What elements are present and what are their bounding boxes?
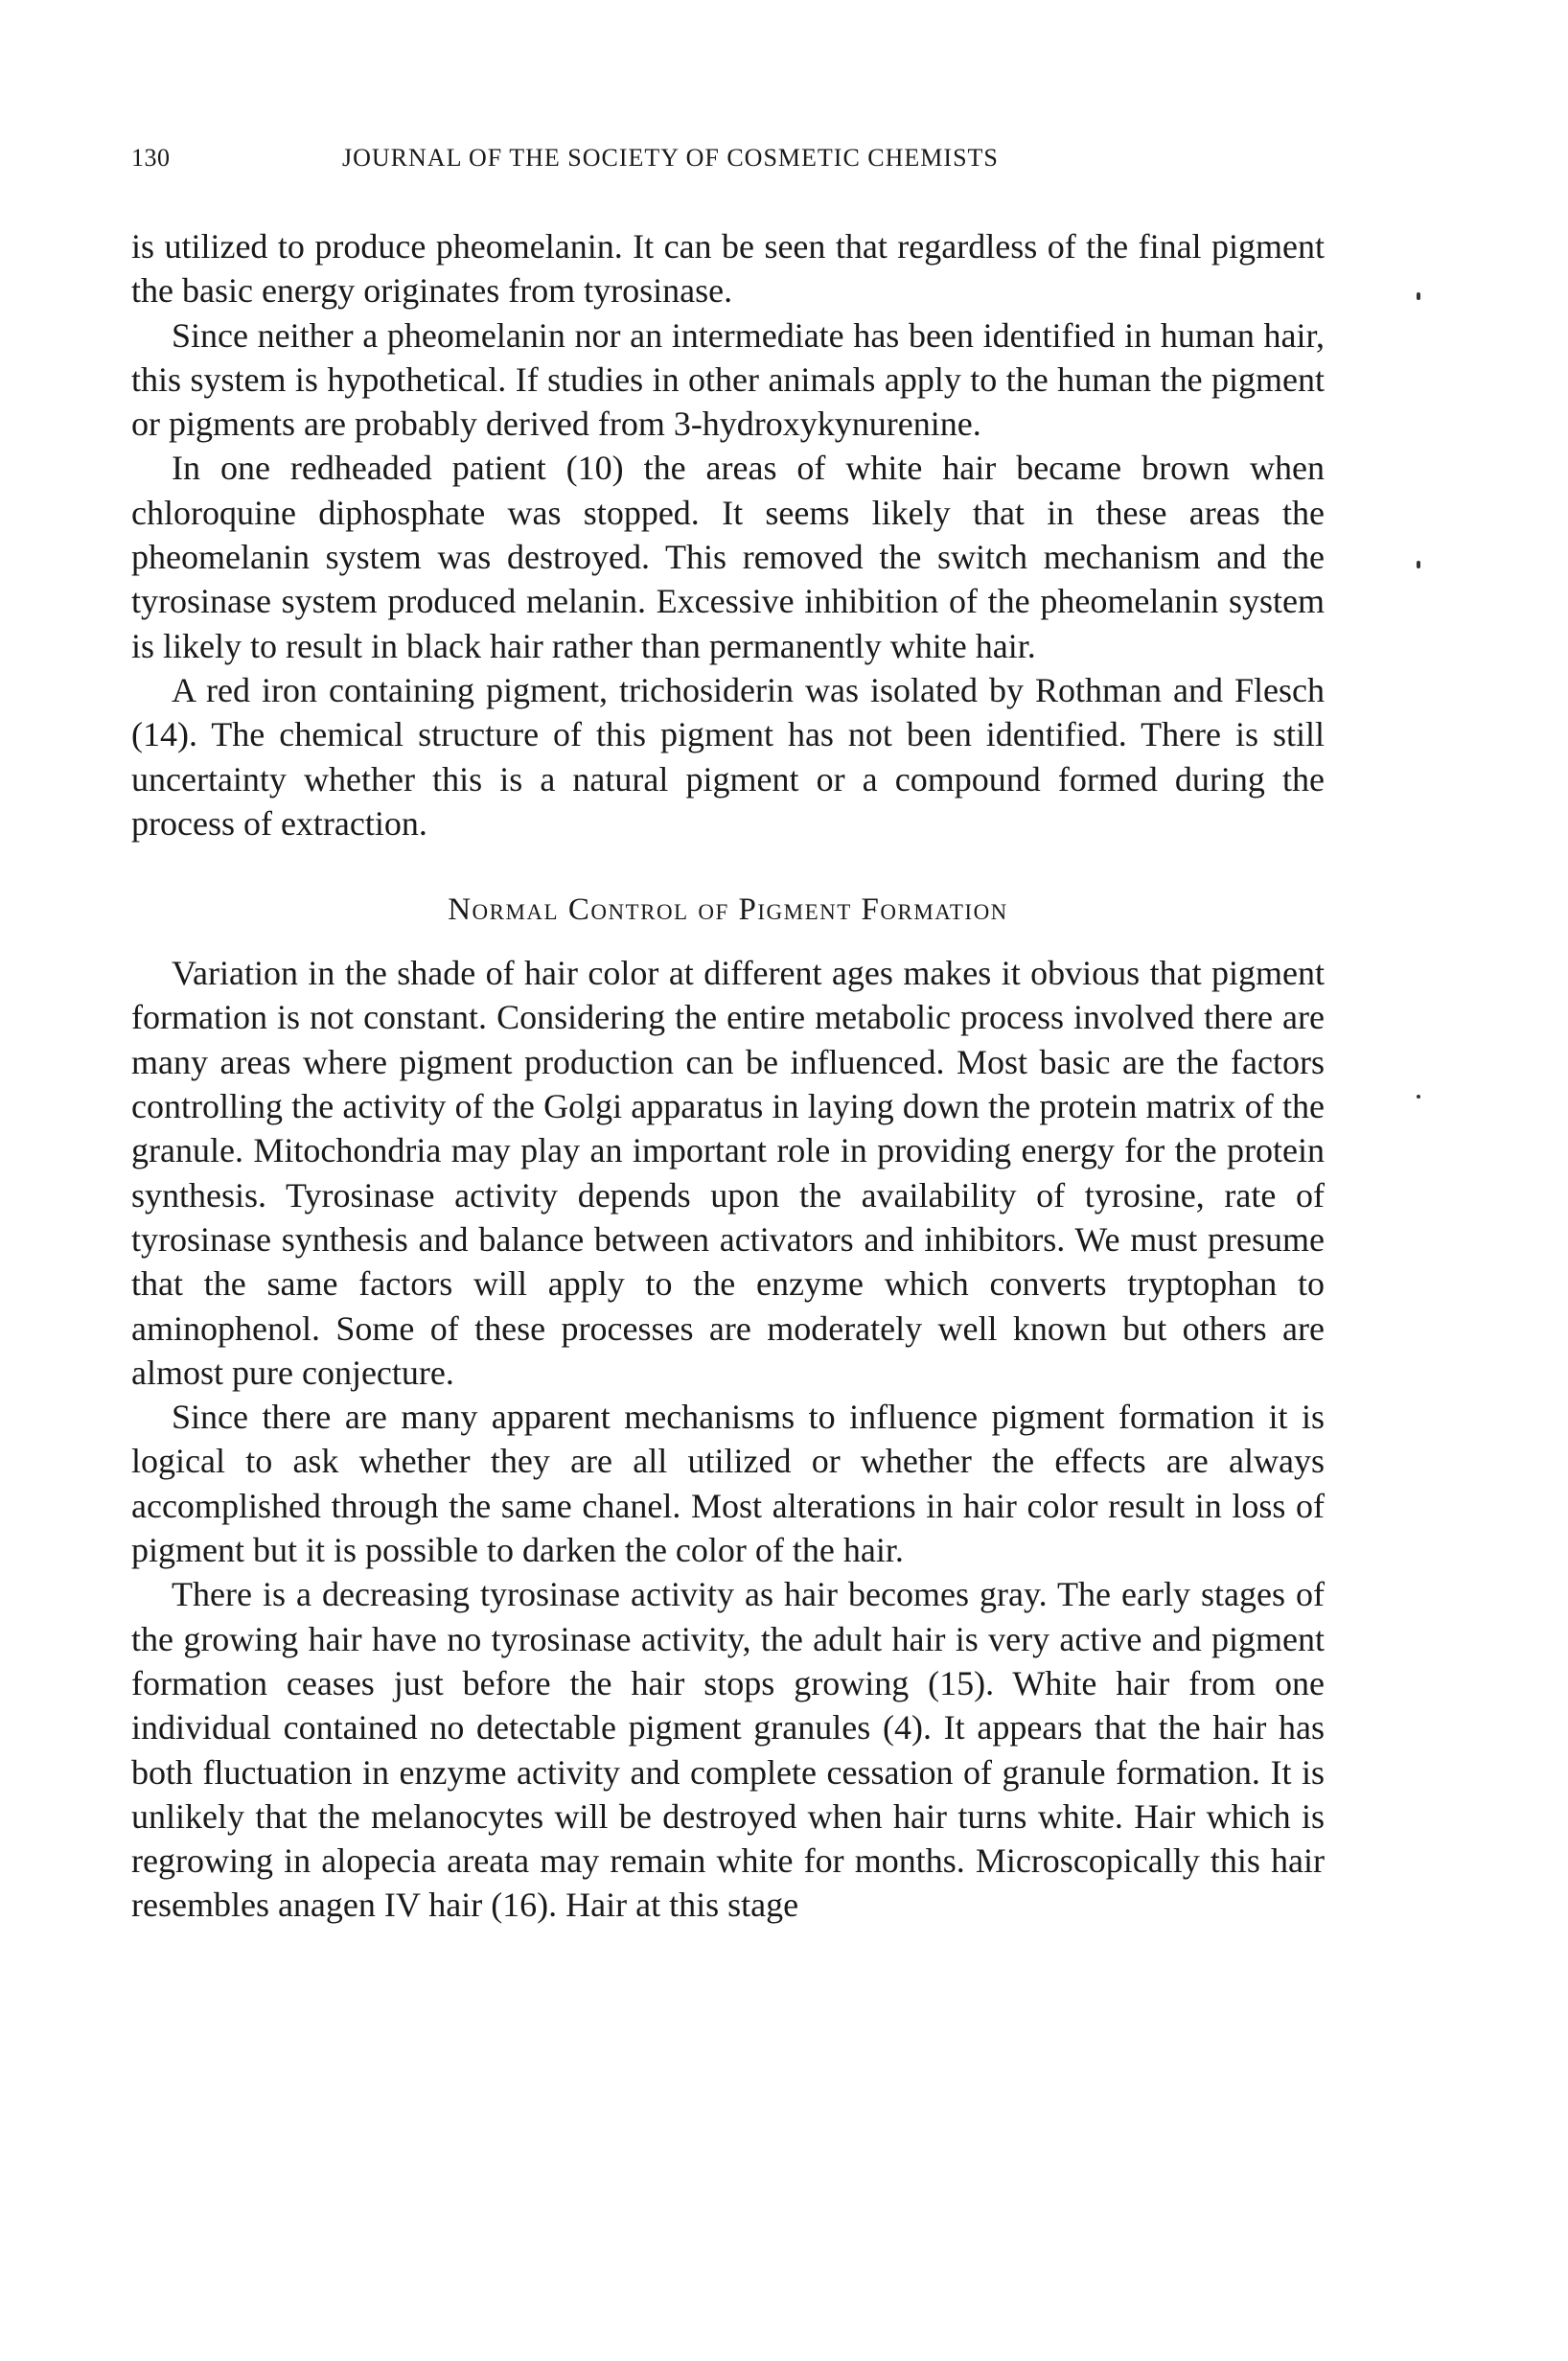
paragraph: Since there are many apparent mechanisms to influence pigment formation it is logical to ask whether they are all utilized or whether the effects are always accomplished through the same chanel. Most alterations in hair color result in loss of pigment but it is possible to darken the color of the hair.: [131, 1398, 1325, 1570]
paragraph: Variation in the shade of hair color at different ages makes it obvious that pigment formation is not constant. Considering the entire metabolic process involved there are many areas where pigment production can be influenced. Most basic are the factors controlling the activity of the Golgi apparatus in laying down the protein matrix of the granule. Mitochondria may play an important role in providing energy for the protein synthesis. Tyrosinase activity depends upon the availability of tyrosine, rate of tyrosinase synthesis and balance between activators and inhibitors. We must presume that the same factors will apply to the enzyme which converts tryptophan to aminophenol. Some of these processes are moderately well known but others are almost pure conjecture.: [131, 954, 1325, 1392]
margin-speck: [1417, 561, 1420, 568]
section-heading: Normal Control of Pigment Formation: [448, 892, 1008, 928]
paragraph: Since neither a pheomelanin nor an intermediate has been identified in human hair, this system is hypothetical. If studies in other animals apply to the human the pigment or pigments are probably derived from 3-hydroxykynurenine.: [131, 315, 1325, 444]
paragraph: A red iron containing pigment, trichosiderin was isolated by Rothman and Flesch (14). The chemical structure of this pigment has not been identified. There is still uncertainty whether this is a natural pigment or a compound formed during the process of extraction.: [131, 670, 1325, 843]
journal-title: JOURNAL OF THE SOCIETY OF COSMETIC CHEMISTS: [342, 144, 999, 172]
running-head: [131, 144, 1325, 182]
paragraph: In one redheaded patient (10) the areas of white hair became brown when chloroquine diphosphate was stopped. It seems likely that in these areas the pheomelanin system was destroyed. This removed the switch mechanism and the tyrosinase system produced melanin. Excessive inhibition of the pheomelanin system is likely to result in black hair rather than permanently white hair.: [131, 449, 1325, 665]
paragraph-continuation: is utilized to produce pheomelanin. It can be seen that regardless of the final pigment the basic energy originates from tyrosinase.: [131, 227, 1325, 311]
journal-page: [131, 144, 1325, 1928]
page-number: 130: [131, 144, 171, 172]
article-body: [131, 224, 1325, 1928]
margin-speck: [1417, 1095, 1420, 1099]
paragraph: There is a decreasing tyrosinase activity as hair becomes gray. The early stages of the growing hair have no tyrosinase activity, the adult hair is very active and pigment formation ceases just before the hair stops growing (15). White hair from one individual contained no detectable pigment granules (4). It appears that the hair has both fluctuation in enzyme activity and complete cessation of granule formation. It is unlikely that the melanocytes will be destroyed when hair turns white. Hair which is regrowing in alopecia areata may remain white for months. Microscopically this hair resembles anagen IV hair (16). Hair at this stage: [131, 1575, 1325, 1925]
margin-speck: [1417, 292, 1420, 300]
